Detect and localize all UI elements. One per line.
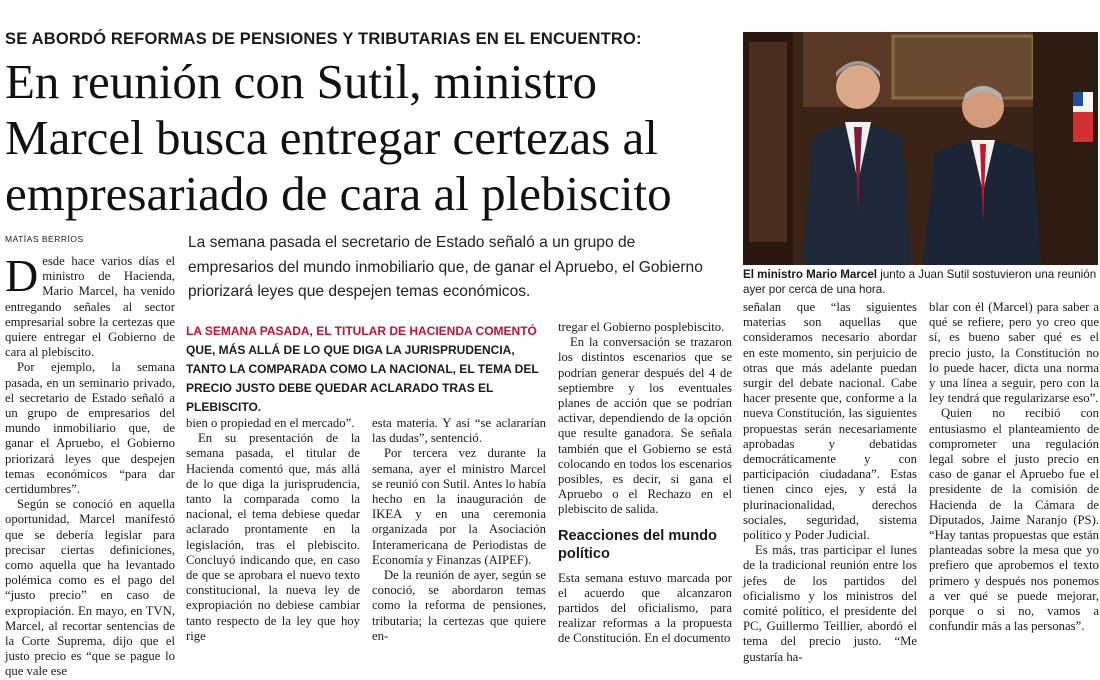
subheading: Reacciones del mundo político: [558, 527, 717, 562]
column-3-paragraph-2: Por tercera vez durante la semana, ayer el ministro Marcel se reunió con Sutil. Antes lo había hecho en la inauguración de IKEA y en una ceremonia organizada por la Asociación Interamericana de Periodistas de Economía y Finanzas (AIPEF).: [372, 446, 546, 567]
column-3-paragraph-1: esta materia. Y así “se aclararían las dudas”, sentenció.: [372, 416, 546, 446]
headline-line-1: En reunión con Sutil, ministro: [5, 54, 598, 109]
column-4-paragraph-2: En la conversación se trazaron los distintos escenarios que se podrían generar después del 4 de septiembre y los eventuales planes de acción que se podrían activar, dependiendo de la opción que resulte ganadora. Se señala también que el Gobierno se está colocando en todos los escenarios posibles, es decir, si gana el Apruebo o el Rechazo en el plebiscito de salida.: [558, 335, 732, 517]
column-2-paragraph-1: bien o propiedad en el mercado”.: [186, 416, 355, 430]
column-5-paragraph-1: señalan que “las siguientes materias son aquellas que consideramos necesario abordar en este momento, sin perjuicio de otras que más adelante puedan surgir del debate nacional. Cabe hacer presente que, conforme a la nueva Constitución, las siguientes propuestas serán necesariamente aprobadas y debatidas democráticamente y con participación ciudadana”. Estas tienen cinco ejes, y está la plurinacionalidad, derechos sociales, seguridad, sistema político y Poder Judicial.: [743, 300, 917, 543]
byline: MATÍAS BERRÍOS: [5, 234, 84, 244]
column-4-paragraph-1: tregar el Gobierno posplebiscito.: [558, 320, 725, 334]
pull-quote-text: QUE, MÁS ALLÁ DE LO QUE DIGA LA JURISPRUDENCIA, TANTO LA COMPARADA COMO LA NACIONAL, EL TEMA DEL PRECIO JUSTO DEBE QUEDAR ACLARADO TRAS EL PLEBISCITO.: [186, 343, 539, 414]
article-column-1: [5, 250, 175, 680]
headline-line-3: empresariado de cara al plebiscito: [5, 166, 672, 221]
column-2-paragraph-2: En su presentación de la semana pasada, el titular de Hacienda comentó que, más allá de lo que diga la jurisprudencia, tanto la comparada como la nacional, el tema debiese quedar aclarado prontamente en la legislación, tras el plebiscito. Concluyó indicando que, en caso de que se aprobara el nuevo texto constitucional, la nueva ley de expropiación no debiese cambiar tanto respecto de la ley que hoy rige: [186, 431, 360, 643]
column-4-paragraph-3: Esta semana estuvo marcada por el acuerdo que alcanzaron partidos del oficialismo, para realizar reformas a la propuesta de Constitución. En el documento: [558, 570, 732, 646]
drop-cap: D: [5, 250, 39, 301]
article-column-3: [372, 416, 546, 644]
article-column-2: [186, 416, 360, 644]
lead-paragraph: La semana pasada el secretario de Estado señaló a un grupo de empresarios del mundo inmobiliario que, de ganar el Apruebo, el Gobierno priorizará leyes que despejen temas económicos.: [188, 234, 703, 300]
column-6-paragraph-1: blar con él (Marcel) para saber a qué se refiere, pero yo creo que sí, es bueno saber qué es el precio justo, la Constitución no lo puede hacer, dicta una norma y una línea a seguir, pero con la ley tendrá que regularizarse eso”.: [929, 300, 1099, 406]
caption-bold: El ministro Mario Marcel: [743, 268, 878, 281]
headline: [5, 54, 735, 222]
column-3-paragraph-3: De la reunión de ayer, según se conoció, se abordaron temas como la reforma de pensiones, tributaria; la certezas que quiere en-: [372, 568, 546, 643]
column-1-paragraph-1: esde hace varios días el ministro de Hacienda, Mario Marcel, ha venido entregando señales al sector empresarial sobre la certezas que quiere entregar el Gobierno de cara al plebiscito.: [5, 254, 175, 360]
photo-caption: [743, 268, 1098, 297]
pull-quote: [186, 322, 546, 417]
article-column-6: [929, 300, 1099, 634]
photo-illustration: [743, 32, 1098, 265]
column-6-paragraph-2: Quien no recibió con entusiasmo el planteamiento de comprometer una regulación legal sobre el justo precio en caso de ganar el Apruebo fue el presidente de la comisión de Hacienda de la Cámara de Diputados, Jaime Naranjo (PS). “Hay tantas propuestas que están planteadas sobre la mesa que yo prefiero que aprobemos el texto primero y después nos ponemos a ver qué se puede mejorar, porque o si no, vamos a confundir más a las personas”.: [929, 406, 1099, 634]
kicker: SE ABORDÓ REFORMAS DE PENSIONES Y TRIBUTARIAS EN EL ENCUENTRO:: [5, 30, 642, 48]
column-1-paragraph-3: Según se conoció en aquella oportunidad, Marcel manifestó que se debería legislar para precisar ciertas definiciones, como aquella que ha levantado polémica como es el pago del “justo precio” en caso de expropiación. En mayo, en TVN, Marcel, al recortar sentencias de la Corte Suprema, dijo que el justo precio es “que se pague lo que vale ese: [5, 497, 175, 679]
caption-text: junto a Juan Sutil sostuvieron una reunión ayer por cerca de una hora.: [743, 268, 1097, 296]
article-column-5: [743, 300, 917, 665]
article-column-4: [558, 320, 732, 647]
headline-line-2: Marcel busca entregar certezas al: [5, 110, 658, 165]
pull-quote-highlight: LA SEMANA PASADA, EL TITULAR DE HACIENDA COMENTÓ: [186, 324, 537, 338]
column-5-paragraph-2: Es más, tras participar el lunes de la tradicional reunión entre los jefes de los partidos del oficialismo y los ministros del comité político, el presidente del PC, Guillermo Teillier, abordó el tema del precio justo. “Me gustaría ha-: [743, 543, 917, 664]
column-1-paragraph-2: Por ejemplo, la semana pasada, en un seminario privado, el secretario de Estado señaló a un grupo de empresarios del mundo inmobiliario que, de ganar el Apruebo, el Gobierno priorizará leyes que despejen temas económicos “para dar certidumbres”.: [5, 360, 175, 497]
article-photo: [743, 32, 1098, 265]
